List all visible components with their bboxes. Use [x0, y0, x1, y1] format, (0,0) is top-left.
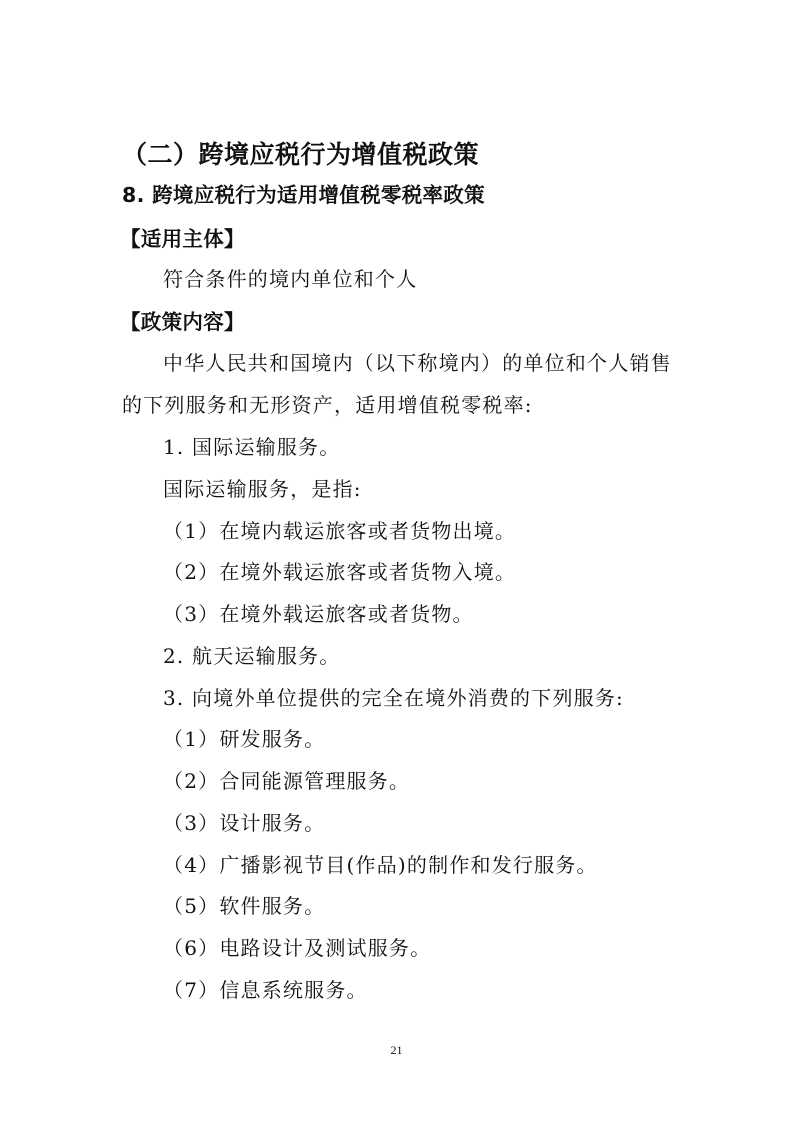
- list-item: 国际运输服务，是指:: [163, 477, 362, 501]
- list-item: （6）电路设计及测试服务。: [163, 936, 432, 960]
- subject-text: 符合条件的境内单位和个人: [163, 267, 418, 291]
- list-item: （2）合同能源管理服务。: [163, 769, 411, 793]
- policy-title: 8. 跨境应税行为适用增值税零税率政策: [122, 183, 485, 207]
- list-item: （5）软件服务。: [163, 894, 326, 918]
- paragraph-line-2: 的下列服务和无形资产，适用增值税零税率:: [122, 393, 533, 417]
- list-item: （3）设计服务。: [163, 811, 326, 835]
- list-item: （2）在境外载运旅客或者货物入境。: [163, 560, 517, 584]
- page-number: 21: [390, 1043, 403, 1057]
- content-heading: 【政策内容】: [120, 310, 245, 334]
- list-item: 3. 向境外单位提供的完全在境外消费的下列服务:: [163, 686, 624, 710]
- list-item: （7）信息系统服务。: [163, 978, 368, 1002]
- subject-heading: 【适用主体】: [120, 227, 245, 251]
- list-item: （1）在境内载运旅客或者货物出境。: [163, 519, 517, 543]
- list-item: 1. 国际运输服务。: [163, 435, 341, 459]
- section-heading: （二）跨境应税行为增值税政策: [122, 140, 480, 169]
- list-item: （3）在境外载运旅客或者货物。: [163, 602, 474, 626]
- paragraph-line-1: 中华人民共和国境内（以下称境内）的单位和个人销售: [163, 351, 672, 375]
- list-item: 2. 航天运输服务。: [163, 644, 341, 668]
- list-item: （4）广播影视节目(作品)的制作和发行服务。: [163, 853, 598, 877]
- list-item: （1）研发服务。: [163, 727, 326, 751]
